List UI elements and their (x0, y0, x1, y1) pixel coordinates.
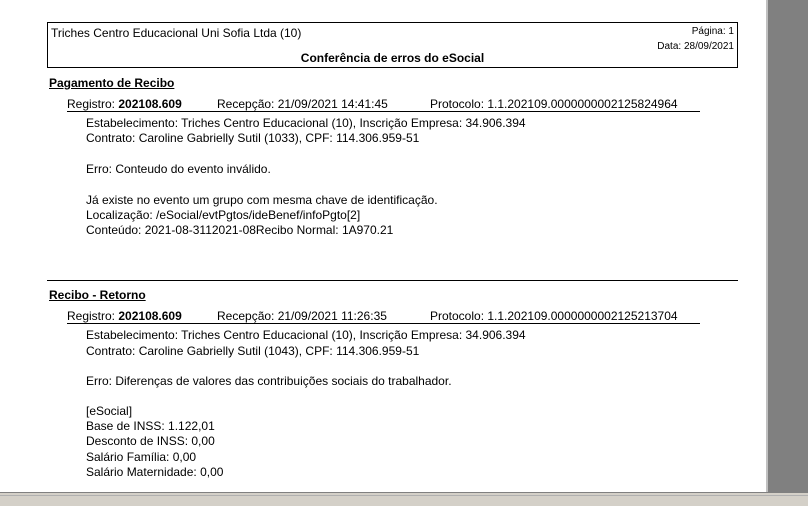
protocolo-text: Protocolo: 1.1.202109.0000000002125213704 (430, 309, 678, 323)
page-number: Página: 1 (691, 26, 734, 37)
section-title: Pagamento de Recibo (49, 76, 175, 90)
page-edge (766, 0, 768, 492)
recepcao-text: Recepção: 21/09/2021 14:41:45 (217, 97, 388, 111)
detail-line: Contrato: Caroline Gabrielly Sutil (1043), CPF: 114.306.959-51 (86, 344, 420, 358)
detail-line: Já existe no evento um grupo com mesma chave de identificação. (86, 193, 438, 207)
bottom-line (0, 495, 808, 496)
detail-line: Desconto de INSS: 0,00 (86, 434, 215, 448)
detail-line: Salário Família: 0,00 (86, 450, 197, 464)
detail-line: Base de INSS: 1.122,01 (86, 419, 215, 433)
recepcao-text: Recepção: 21/09/2021 11:26:35 (217, 309, 387, 323)
error-line: Erro: Diferenças de valores das contribuições sociais do trabalhador. (86, 374, 452, 388)
error-line: Erro: Conteudo do evento inválido. (86, 162, 271, 176)
detail-line: [eSocial] (86, 404, 133, 418)
detail-line: Estabelecimento: Triches Centro Educacional (10), Inscrição Empresa: 34.906.394 (86, 328, 526, 342)
report-header (47, 22, 738, 68)
detail-line: Conteúdo: 2021-08-3112021-08Recibo Normal: 1A970.21 (86, 223, 394, 237)
preview-scroll-area[interactable] (766, 0, 808, 492)
registro-line (67, 97, 700, 112)
section-title: Recibo - Retorno (49, 288, 146, 302)
detail-line: Estabelecimento: Triches Centro Educacional (10), Inscrição Empresa: 34.906.394 (86, 116, 526, 130)
registro-line (67, 309, 700, 324)
detail-line: Localização: /eSocial/evtPgtos/ideBenef/infoPgto[2] (86, 208, 361, 222)
section-divider (47, 280, 738, 281)
registro-label: Registro: (67, 97, 116, 111)
protocolo-text: Protocolo: 1.1.202109.0000000002125824964 (430, 97, 678, 111)
report-date: Data: 28/09/2021 (657, 41, 734, 52)
registro-label: Registro: (67, 309, 116, 323)
company-name: Triches Centro Educacional Uni Sofia Ltda (10) (51, 26, 302, 40)
report-title: Conferência de erros do eSocial (300, 51, 485, 65)
detail-line: Contrato: Caroline Gabrielly Sutil (1033), CPF: 114.306.959-51 (86, 131, 420, 145)
registro-number: 202108.609 (118, 97, 182, 111)
detail-line: Salário Maternidade: 0,00 (86, 465, 224, 479)
registro-number: 202108.609 (118, 309, 182, 323)
